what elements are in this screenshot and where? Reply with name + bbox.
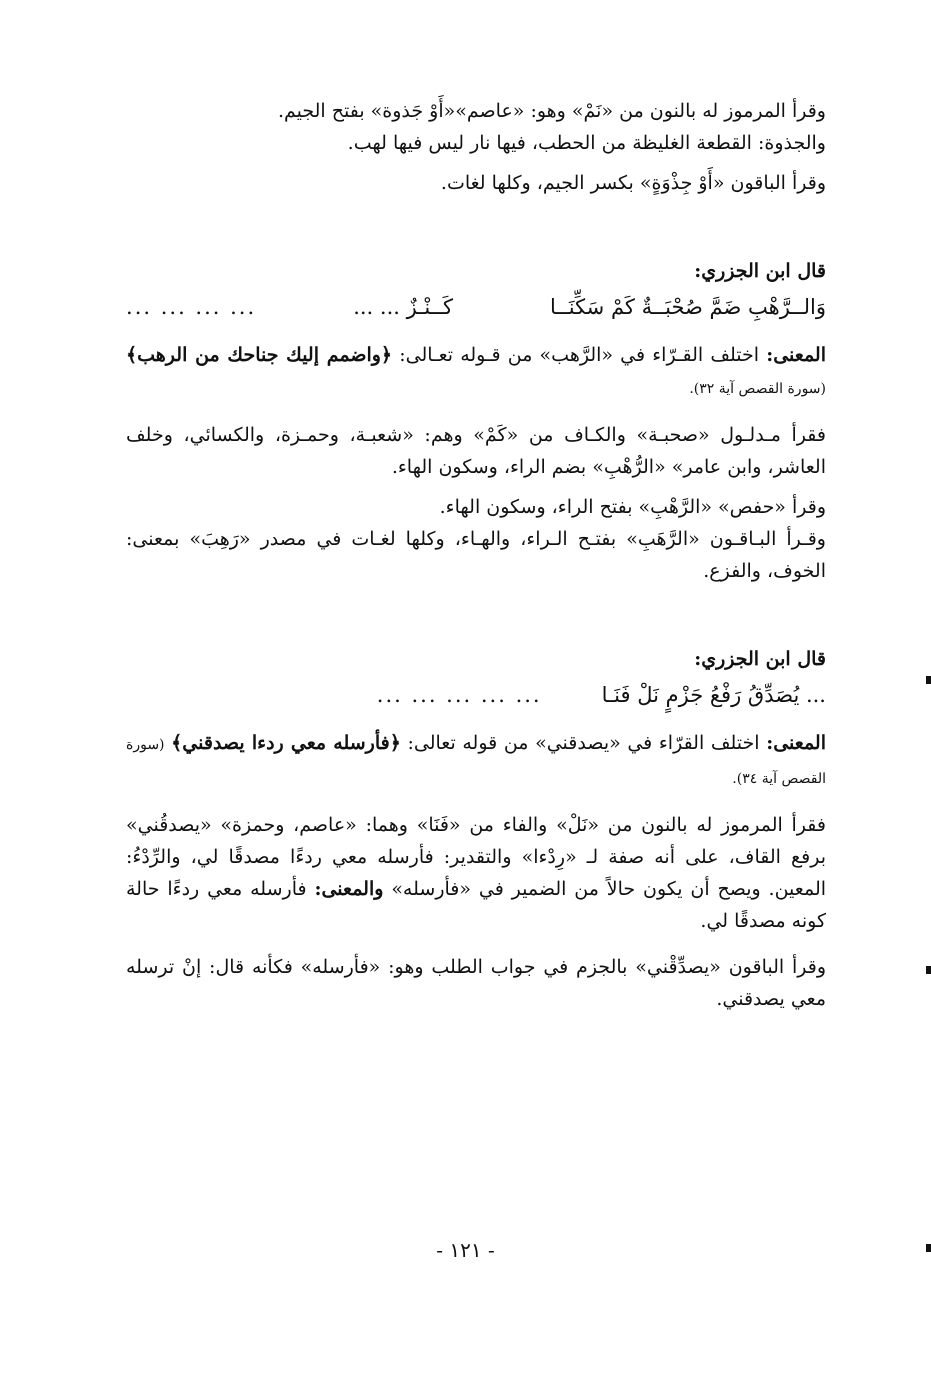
scan-edge-mark: [926, 676, 931, 684]
scan-edge-mark: [926, 1244, 931, 1252]
meaning-text: اختلف القرّاء في «يصدقني» من قوله تعالى:: [407, 732, 760, 754]
paragraph: [126, 809, 826, 937]
meaning-label: المعنى:: [766, 344, 827, 366]
poem-verse: [126, 677, 826, 713]
poem-verse: [126, 289, 826, 325]
section-heading: قال ابن الجزري:: [694, 648, 826, 670]
meaning-label: والمعنى:: [314, 878, 384, 900]
meaning-paragraph: [126, 339, 826, 405]
paragraph: وقرأ الباقون «يصدِّقْني» بالجزم في جواب الطلب وهو: «فأرسله» فكأنه قال: إنْ ترسله معي يصدقني.: [126, 956, 826, 1010]
verse-hemistich: وَالــرَّهْبِ ضَمَّ صُحْبَــةٌ كَمْ سَكِّنَــا: [550, 295, 826, 319]
section-heading: قال ابن الجزري:: [694, 260, 826, 282]
paragraph-text: فقرأ المرموز له بالنون من «نَلْ» والفاء من «فَنَا» وهما: «عاصم، وحمزة» «يصدقُني» برفع القاف، على أنه صفة لـ «رِدْءا» والتقدير: فأرسله معي ردءًا مصدقًا لي، والرِّدْءُ: المعين. ويصح أن يكون حالاً من الضمير في «فأرسله»: [126, 814, 827, 900]
meaning-label: المعنى:: [766, 732, 827, 754]
paragraph: وقرأ «حفص» «الرَّهْبِ» بفتح الراء، وسكون الهاء.: [439, 496, 826, 518]
page-number: - ١٢١ -: [436, 1238, 495, 1262]
verse-dots: ... ... ... ... ...: [376, 683, 542, 707]
quran-quote: ﴿فأرسله معي ردءا يصدقني﴾: [171, 732, 401, 754]
scan-edge-mark: [926, 966, 931, 974]
paragraph: وقرأ المرموز له بالنون من «نَمْ» وهو: «عاصم»«أَوْ جَذوة» بفتح الجيم.: [277, 100, 826, 122]
paragraph: وقـرأ البـاقـون «الرَّهَبِ» بفتـح الـراء، والهـاء، وكلها لغـات في مصدر «رَهِبَ» بمعنى: الخوف، والفزع.: [126, 528, 826, 582]
paragraph: فقرأ مـدلـول «صحبـة» والكـاف من «كَمْ» وهم: «شعبـة، وحمـزة، والكسائي، وخلف العاشر، وابن عامر» «الرُّهْبِ» بضم الراء، وسكون الهاء.: [126, 424, 826, 478]
quran-reference: (سورة القصص آية ٣٤).: [126, 737, 826, 787]
verse-dots: ... ... ... ...: [126, 295, 257, 319]
page-body: [126, 95, 826, 1015]
meaning-text: اختلف القـرّاء في «الرَّهب» من قـوله تعـالى:: [399, 344, 760, 366]
quran-reference: (سورة القصص آية ٣٢).: [689, 381, 826, 397]
paragraph-text: فأرسله معي ردءًا حالة كونه مصدقًا لي.: [126, 878, 826, 932]
quran-quote: ﴿واضمم إليك جناحك من الرهب﴾: [126, 344, 393, 366]
paragraph: وقرأ الباقون «أَوْ جِذْوَةٍ» بكسر الجيم، وكلها لغات.: [440, 172, 826, 194]
paragraph: والجذوة: القطعة الغليظة من الحطب، فيها نار ليس فيها لهب.: [347, 132, 826, 154]
meaning-paragraph: [126, 727, 826, 795]
verse-hemistich: كَــنْـزٌ ... ...: [353, 295, 453, 319]
verse-hemistich: ... يُصَدِّقُ رَفْعُ جَزْمٍ نَلْ فَنَـا: [601, 683, 826, 707]
